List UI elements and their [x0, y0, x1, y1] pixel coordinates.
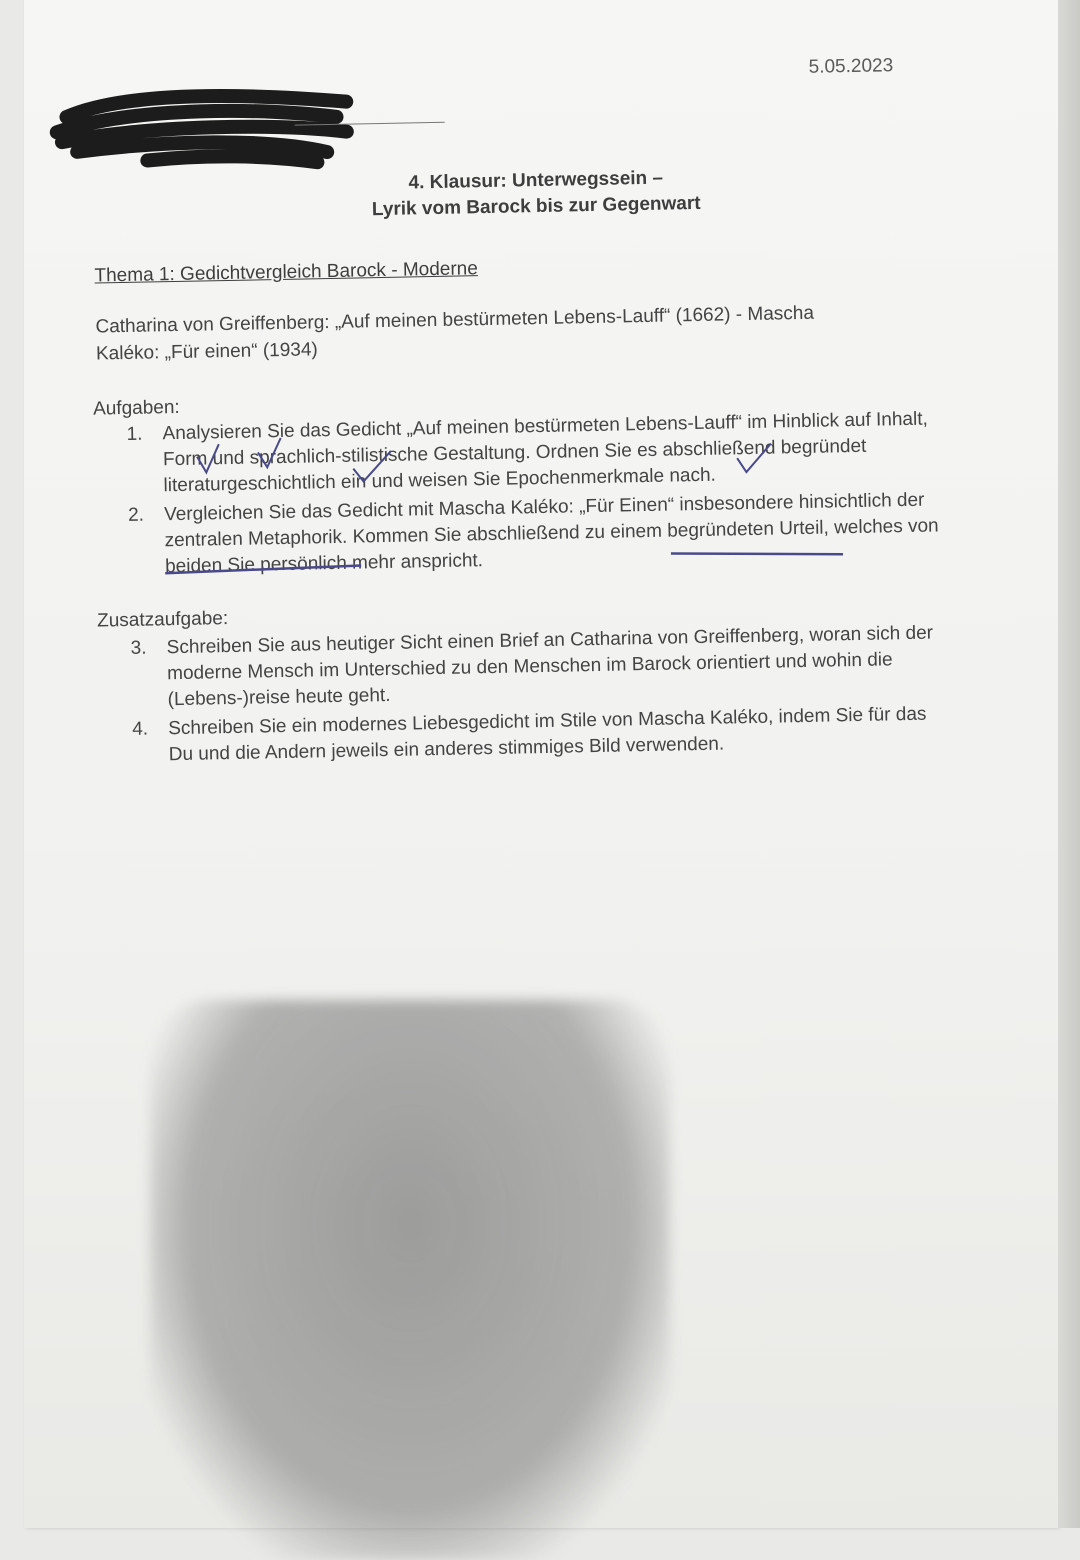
poems-line-1: Catharina von Greiffenberg: „Auf meinen bestürmeten Lebens-Lauff“ (1662) - Mascha [95, 302, 815, 338]
redacted-name-scribble [46, 81, 368, 177]
exam-date: 5.05.2023 [808, 55, 894, 78]
task-number: 1. [126, 423, 143, 445]
aufgaben-list [126, 406, 949, 584]
task-text: Vergleichen Sie das Gedicht mit Mascha Kaléko: „Für Einen“ insbesondere hinsichtlich der zentralen Metaphorik. Kommen Sie abschließend zu einem begründeten Urteil, welches von beiden Sie persönlich mehr anspricht. [163, 489, 939, 578]
task-text: Schreiben Sie ein modernes Liebesgedicht im Stile von Mascha Kaléko, indem Sie für das Du und die Andern jeweils ein anderes stimmiges Bild verwenden. [168, 703, 927, 766]
task-number: 4. [132, 718, 149, 740]
zusatz-heading: Zusatzaufgabe: [96, 608, 229, 632]
task-item [126, 406, 947, 500]
task-item [130, 620, 951, 714]
title-line-2: Lyrik vom Barock bis zur Gegenwart [371, 192, 701, 221]
task-number: 2. [127, 504, 145, 526]
task-item [128, 487, 949, 581]
poems-citation [95, 298, 896, 367]
topic-heading: Thema 1: Gedichtvergleich Barock - Moderne [94, 258, 479, 287]
exam-title [296, 163, 777, 224]
zusatz-list [130, 620, 952, 772]
poems-line-2: Kaléko: „Für einen“ (1934) [95, 339, 318, 365]
task-number: 3. [130, 637, 147, 659]
task-text: Schreiben Sie aus heutiger Sicht einen Brief an Catharina von Greiffenberg, woran sich der moderne Mensch im Unterschied zu den Menschen im Barock orientiert und wohin die (Lebens-)reise heute geht. [166, 622, 934, 711]
task-text: Analysieren Sie das Gedicht „Auf meinen bestürmeten Lebens-Lauff“ im Hinblick auf Inhalt, Form und sprachlich-stilistische Gestaltung. Ordnen Sie es abschließend begründet literaturgeschichtlich ein und weisen Sie Epochenmerkmale nach. [162, 408, 928, 497]
aufgaben-heading: Aufgaben: [92, 396, 180, 420]
title-line-1: 4. Klausur: Unterwegssein – [408, 167, 664, 194]
phone-shadow [150, 1000, 670, 1560]
